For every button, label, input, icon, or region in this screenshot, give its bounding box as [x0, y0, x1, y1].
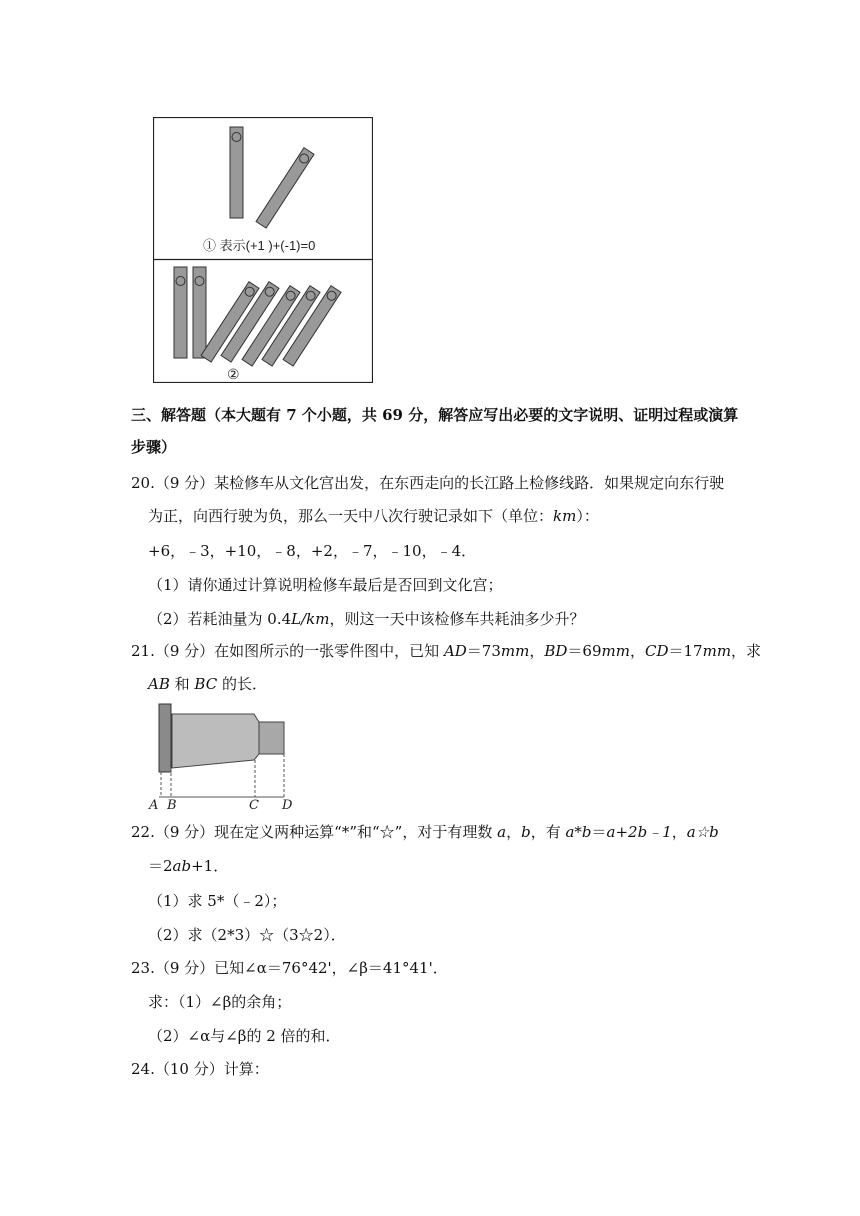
q20-sub2-unit: L/km [291, 610, 330, 628]
var-CD: CD [644, 642, 669, 660]
q21-text: 21.（9 分）在如图所示的一张零件图中，已知 [131, 642, 444, 660]
rod-vertical [174, 267, 187, 358]
q21-eq3: ＝17 [668, 642, 703, 660]
q23-sub1: 求：（1）∠β的余角； [148, 993, 292, 1011]
question-23: 23.（9 分）已知∠α＝76°42'，∠β＝41°41'． [131, 959, 448, 977]
q23-sub2: （2）∠α与∠β的 2 倍的和． [148, 1027, 341, 1045]
q22-eq: ＝ [591, 823, 607, 841]
q20-records: +6，﹣3，+10，﹣8，+2，﹣7，﹣10，﹣4． [148, 542, 477, 560]
point-label-D: D [282, 798, 293, 813]
point-label-A: A [149, 798, 159, 813]
q20-sub2 [148, 609, 585, 629]
question-21-cont [148, 674, 267, 694]
question-22 [131, 822, 719, 842]
unit-mm: mm [702, 642, 732, 660]
var-BD: BD [544, 642, 568, 660]
q22-text-2: ，有 [530, 823, 566, 841]
var-BC: BC [194, 675, 218, 693]
var-a: a [497, 823, 507, 841]
question-20-cont [148, 506, 599, 526]
var-b: b [521, 823, 531, 841]
var-ab: ab [172, 857, 192, 875]
section-heading: 三、解答题（本大题有 7 个小题，共 69 分，解答应写出必要的文字说明、证明过程或演算 [131, 406, 739, 424]
figure-caption-2: ② [227, 366, 240, 382]
formula-star: a*b [565, 823, 592, 841]
formula-star-op: a☆b [686, 823, 719, 841]
q22-line2: ＝2 [148, 857, 173, 875]
q21-end: 的长． [217, 675, 267, 693]
section-heading-cont: 步骤） [131, 438, 177, 456]
point-label-C: C [249, 798, 259, 813]
rod-vertical [230, 127, 243, 218]
q22-sub1: （1）求 5*（﹣2）； [148, 892, 287, 910]
q21-sep: ， [629, 642, 645, 660]
unit-mm: mm [500, 642, 530, 660]
machine-part-figure [146, 702, 296, 814]
unit-mm: mm [601, 642, 630, 660]
var-AB: AB [148, 675, 170, 693]
counting-rods-figure [153, 117, 373, 383]
rod-vertical [193, 267, 206, 358]
figure-caption-1: ① 表示(+1 )+(-1)=0 [203, 238, 316, 253]
formula-star-rhs: a+2b﹣1 [606, 823, 672, 841]
q21-sep: ， [529, 642, 545, 660]
q22-text: 22.（9 分）现在定义两种运算“*”和“☆”，对于有理数 [131, 823, 498, 841]
q21-eq2: ＝69 [567, 642, 602, 660]
q22-comma: ， [506, 823, 522, 841]
question-22-cont [148, 856, 228, 876]
q21-and: 和 [169, 675, 195, 693]
question-24: 24.（10 分）计算： [131, 1060, 269, 1078]
q20-text-end: ）： [576, 507, 599, 525]
q22-sub2: （2）求（2*3）☆（3☆2）． [148, 926, 346, 944]
q22-comma: ， [671, 823, 687, 841]
q20-text: 为正，向西行驶为负，那么一天中八次行驶记录如下（单位： [148, 507, 554, 525]
question-21 [131, 641, 761, 661]
q20-sub2-end: ，则这一天中该检修车共耗油多少升？ [329, 610, 585, 628]
q20-sub1: （1）请你通过计算说明检修车最后是否回到文化宫； [148, 576, 503, 594]
q21-tail: ，求 [731, 642, 762, 660]
var-AD: AD [443, 642, 467, 660]
question-20: 20.（9 分）某检修车从文化宫出发，在东西走向的长江路上检修线路．如果规定向东行驶 [131, 474, 725, 492]
q20-unit: km [553, 507, 577, 525]
q20-sub2-text: （2）若耗油量为 0.4 [148, 610, 292, 628]
q22-line2-end: +1． [191, 857, 229, 875]
q21-eq1: ＝73 [466, 642, 501, 660]
point-label-B: B [167, 798, 177, 813]
